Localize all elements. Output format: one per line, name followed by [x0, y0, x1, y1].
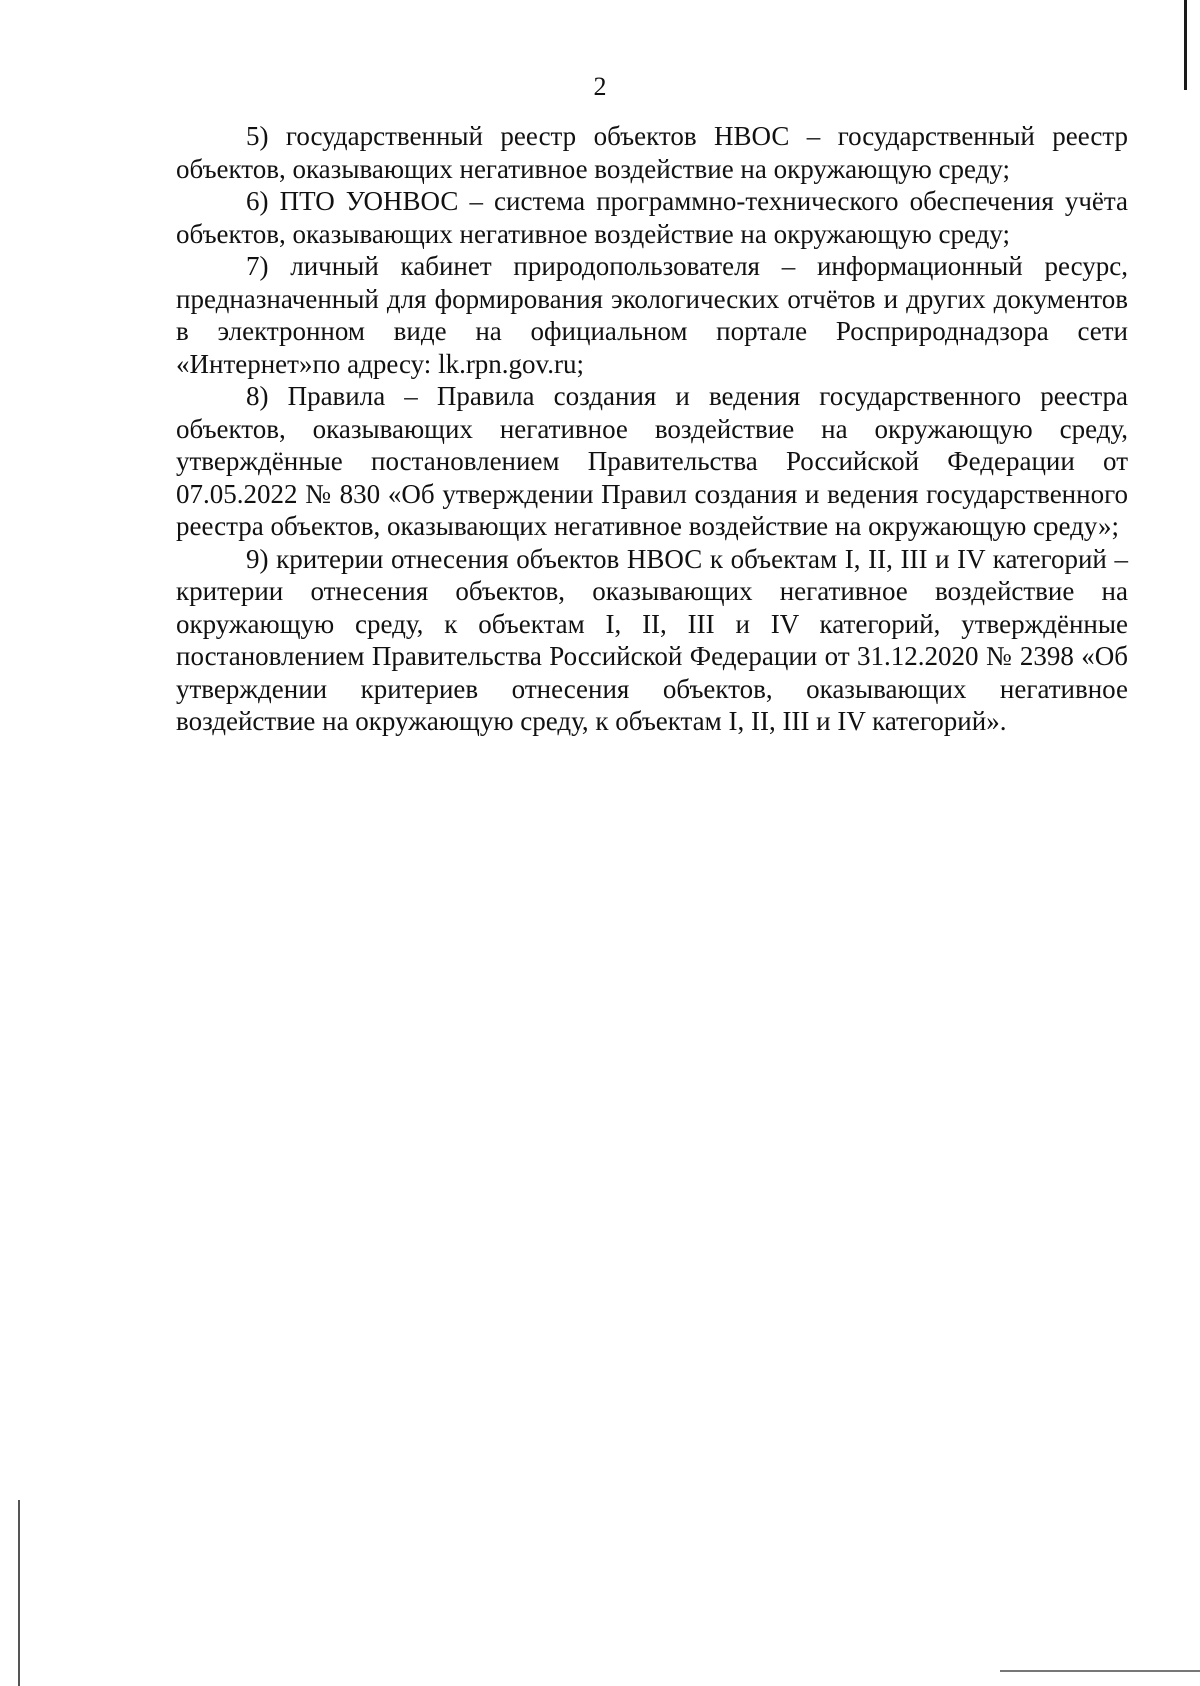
definition-item-9: 9) критерии отнесения объектов НВОС к объектам I, II, III и IV категорий – критерии отнесения объектов, оказывающих негативное воздействие на окружающую среду, к объектам I, II, III и IV категорий, утверждённые постановлением Правительства Российской Федерации от 31.12.2020 № 2398 «Об утверждении критериев отнесения объектов, оказывающих негативное воздействие на окружающую среду, к объектам I, II, III и IV категорий». — [176, 543, 1128, 736]
definition-item-5: 5) государственный реестр объектов НВОС – государственный реестр объектов, оказывающих негативное воздействие на окружающую среду; — [176, 121, 1128, 184]
scan-edge-mark — [1000, 1670, 1200, 1672]
document-body — [176, 120, 1128, 738]
definition-item-8: 8) Правила – Правила создания и ведения государственного реестра объектов, оказывающих негативное воздействие на окружающую среду, утверждённые постановлением Правительства Российской Федерации от 07.05.2022 № 830 «Об утверждении Правил создания и ведения государственного реестра объектов, оказывающих негативное воздействие на окружающую среду»; — [176, 381, 1128, 541]
definition-item-7: 7) личный кабинет природопользователя – информационный ресурс, предназначенный для формирования экологических отчётов и других документов в электронном виде на официальном портале Росприроднадзора сети «Интернет»по адресу: lk.rpn.gov.ru; — [176, 251, 1128, 379]
definition-item-6: 6) ПТО УОНВОС – система программно-технического обеспечения учёта объектов, оказывающих негативное воздействие на окружающую среду; — [176, 186, 1128, 249]
page-number: 2 — [593, 72, 607, 101]
scan-edge-mark — [18, 1500, 20, 1686]
